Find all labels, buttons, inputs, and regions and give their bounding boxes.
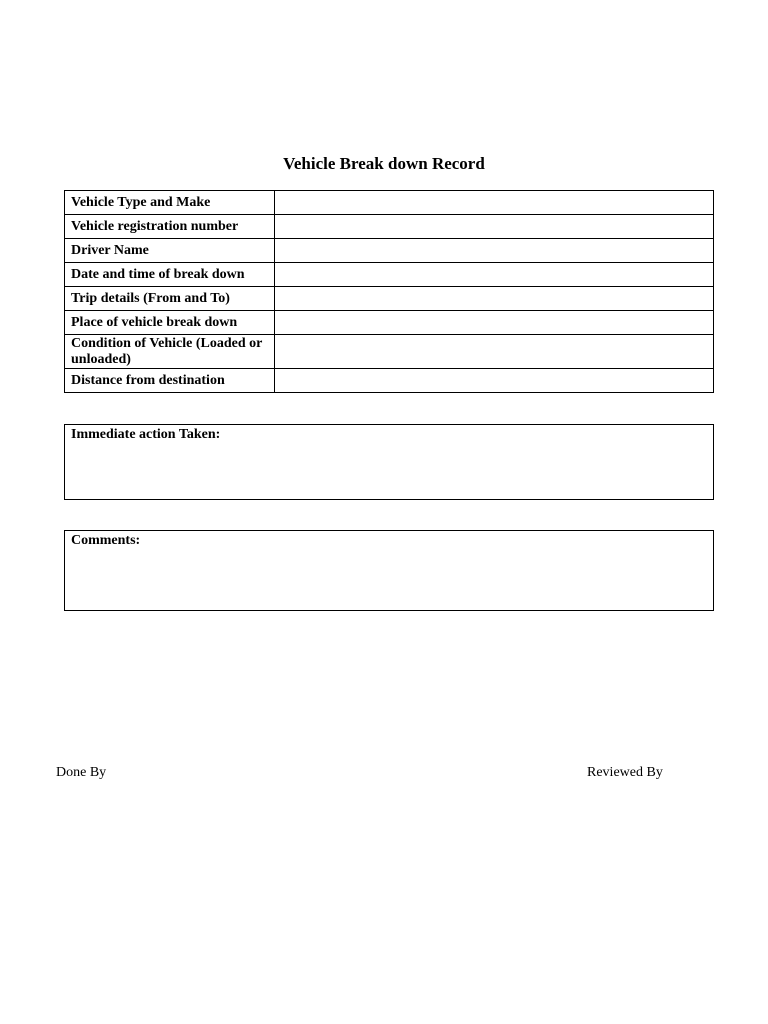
row-label-breakdown-datetime: Date and time of break down	[65, 263, 275, 287]
row-label-distance-destination: Distance from destination	[65, 369, 275, 393]
comments-box[interactable]	[64, 530, 714, 611]
table-row	[65, 263, 714, 287]
row-value-driver-name[interactable]	[275, 239, 714, 263]
row-value-vehicle-condition[interactable]	[275, 335, 714, 369]
reviewed-by-label: Reviewed By	[587, 765, 663, 780]
row-label-driver-name: Driver Name	[65, 239, 275, 263]
table-row	[65, 239, 714, 263]
table-row	[65, 369, 714, 393]
table-row	[65, 311, 714, 335]
row-label-breakdown-place: Place of vehicle break down	[65, 311, 275, 335]
row-label-vehicle-type: Vehicle Type and Make	[65, 191, 275, 215]
row-value-trip-details[interactable]	[275, 287, 714, 311]
table-row	[65, 287, 714, 311]
comments-label: Comments:	[71, 533, 141, 548]
table-row	[65, 335, 714, 369]
row-label-registration-number: Vehicle registration number	[65, 215, 275, 239]
immediate-action-label: Immediate action Taken:	[71, 427, 221, 442]
row-value-breakdown-datetime[interactable]	[275, 263, 714, 287]
row-value-vehicle-type[interactable]	[275, 191, 714, 215]
done-by-label: Done By	[56, 765, 107, 780]
immediate-action-box[interactable]	[64, 424, 714, 500]
page-title: Vehicle Break down Record	[283, 154, 485, 173]
table-row	[65, 191, 714, 215]
table-row	[65, 215, 714, 239]
row-label-vehicle-condition: Condition of Vehicle (Loaded or unloaded)	[65, 335, 275, 369]
row-label-trip-details: Trip details (From and To)	[65, 287, 275, 311]
row-value-registration-number[interactable]	[275, 215, 714, 239]
row-value-breakdown-place[interactable]	[275, 311, 714, 335]
vehicle-record-table	[64, 190, 714, 393]
row-value-distance-destination[interactable]	[275, 369, 714, 393]
